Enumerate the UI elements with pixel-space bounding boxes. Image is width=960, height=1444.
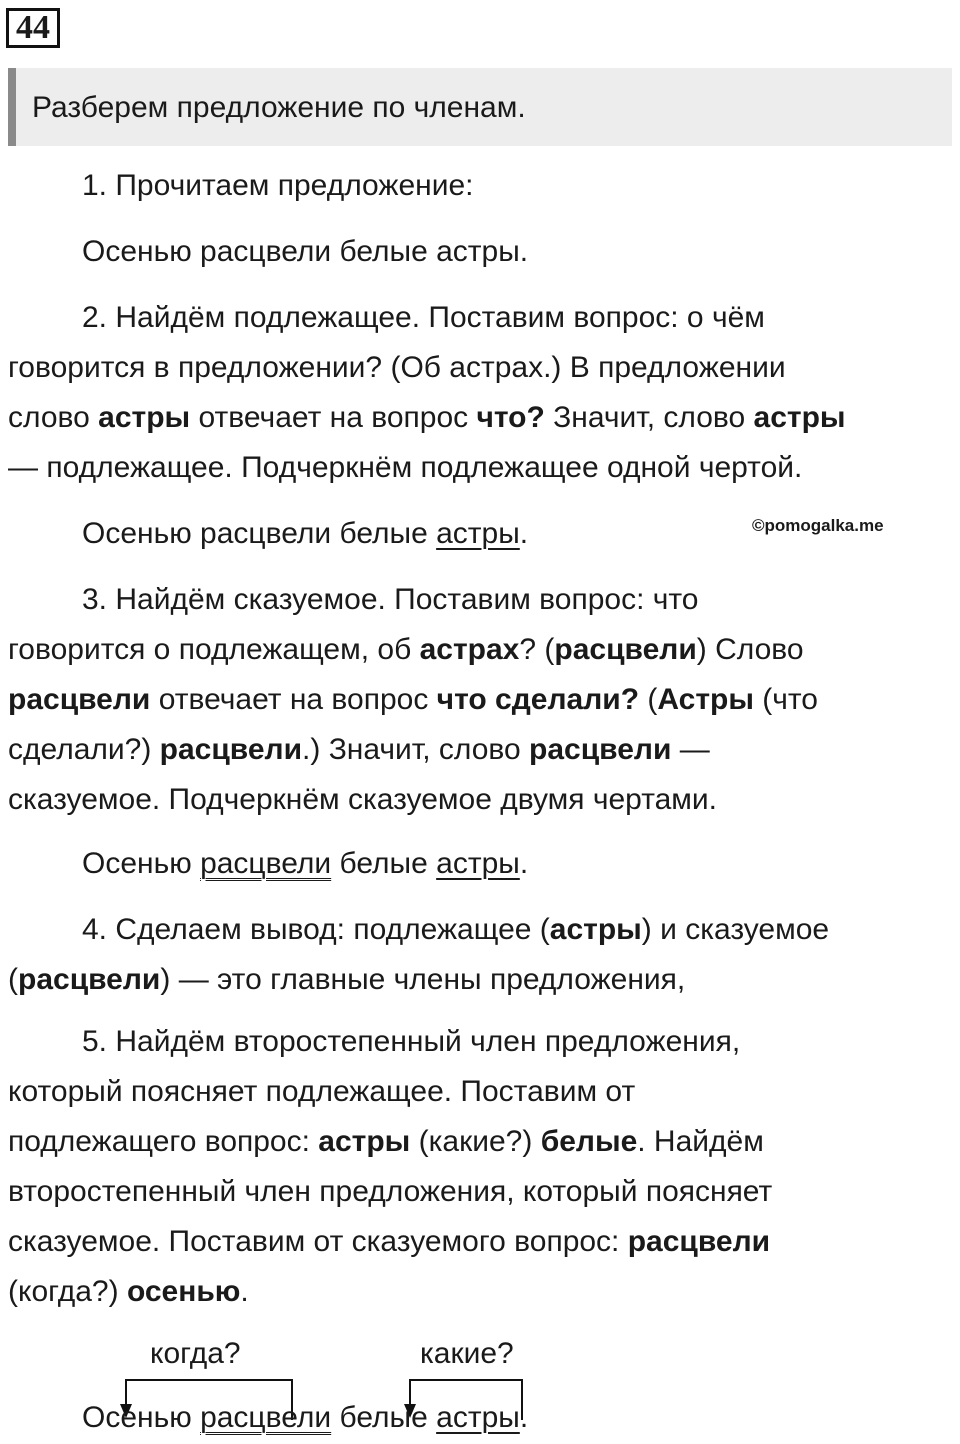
- header-bar: [8, 68, 952, 146]
- step-5-line-5: сказуемое. Поставим от сказуемого вопрос: расцвели: [8, 1225, 771, 1258]
- step-5-line-2: который поясняет подлежащее. Поставим от: [8, 1075, 636, 1108]
- sentence-plain: Осенью расцвели белые астры.: [82, 235, 529, 268]
- adverbial-word: Осенью: [82, 1401, 192, 1434]
- step-3-line-1: 3. Найдём сказуемое. Поставим вопрос: что: [82, 583, 699, 616]
- step-2-line-1: 2. Найдём подлежащее. Поставим вопрос: о чём: [82, 301, 765, 334]
- attribute-word: белые: [331, 1401, 437, 1434]
- step-3-line-2: говорится о подлежащем, об астрах? (расцвели) Слово: [8, 633, 804, 666]
- step-5-line-3: подлежащего вопрос: астры (какие?) белые. Найдём: [8, 1125, 764, 1158]
- step-5-line-4: второстепенный член предложения, который поясняет: [8, 1175, 773, 1208]
- step-3-line-4: сделали?) расцвели.) Значит, слово расцвели —: [8, 733, 710, 766]
- question-when-label: когда?: [150, 1337, 241, 1370]
- header-text: Разберем предложение по членам.: [32, 91, 526, 124]
- sentence-subject-underlined: Осенью расцвели белые астры.: [82, 517, 529, 550]
- step-2-line-2: говорится в предложении? (Об астрах.) В предложении: [8, 351, 786, 384]
- step-3-line-3: расцвели отвечает на вопрос что сделали? (Астры (что: [8, 683, 818, 716]
- step-2-line-4: — подлежащее. Подчеркнём подлежащее одной чертой.: [8, 451, 803, 484]
- subject-word: астры: [436, 847, 520, 880]
- step-4-line-1: 4. Сделаем вывод: подлежащее (астры) и сказуемое: [82, 913, 830, 946]
- sentence-parsed: Осенью расцвели белые астры.: [82, 1401, 529, 1434]
- step-5-line-1: 5. Найдём второстепенный член предложения,: [82, 1025, 741, 1058]
- predicate-word: расцвели: [200, 1401, 332, 1434]
- predicate-word: расцвели: [200, 847, 332, 880]
- task-number: 44: [6, 8, 60, 48]
- step-1-line: 1. Прочитаем предложение:: [82, 169, 474, 202]
- question-which-label: какие?: [420, 1337, 514, 1370]
- subject-word: астры: [436, 517, 520, 550]
- step-4-line-2: (расцвели) — это главные члены предложения,: [8, 963, 686, 996]
- step-3-line-5: сказуемое. Подчеркнём сказуемое двумя чертами.: [8, 783, 718, 816]
- watermark: ©pomogalka.me: [752, 516, 884, 535]
- step-5-line-6: (когда?) осенью.: [8, 1275, 249, 1308]
- step-2-line-3: слово астры отвечает на вопрос что? Значит, слово астры: [8, 401, 846, 434]
- sentence-main-members-underlined: Осенью расцвели белые астры.: [82, 847, 529, 880]
- subject-word: астры: [436, 1401, 520, 1434]
